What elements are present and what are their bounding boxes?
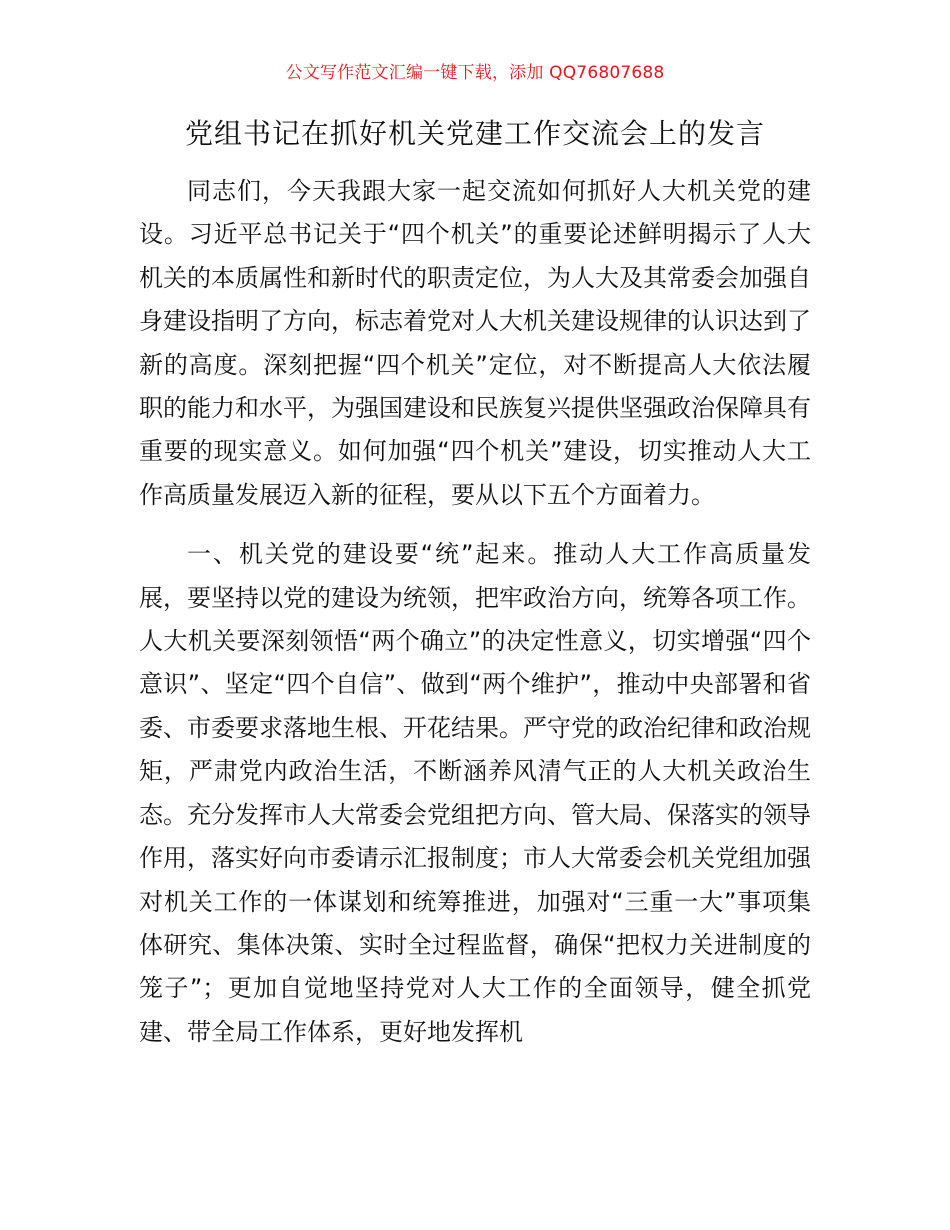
paragraph-intro: 同志们，今天我跟大家一起交流如何抓好人大机关党的建设。习近平总书记关于“四个机关”的重要论述鲜明揭示了人大机关的本质属性和新时代的职责定位，为人大及其常委会加强自身建设指明了方向，标志着党对人大机关建设规律的认识达到了新的高度。深刻把握“四个机关”定位，对不断提高人大依法履职的能力和水平，为强国建设和民族复兴提供坚强政治保障具有重要的现实意义。如何加强“四个机关”建设，切实推动人大工作高质量发展迈入新的征程，要从以下五个方面着力。 [139, 177, 811, 509]
document-title: 党组书记在抓好机关党建工作交流会上的发言 [184, 117, 765, 150]
paragraph-section-one: 一、机关党的建设要“统”起来。推动人大工作高质量发展，要坚持以党的建设为统领，把牢政治方向，统筹各项工作。人大机关要深刻领悟“两个确立”的决定性意义，切实增强“四个意识”、坚定“四个自信”、做到“两个维护”，推动中央部署和省委、市委要求落地生根、开花结果。严守党的政治纪律和政治规矩，严肃党内政治生活，不断涵养风清气正的人大机关政治生态。充分发挥市人大常委会党组把方向、管大局、保落实的领导作用，落实好向市委请示汇报制度；市人大常委会机关党组加强对机关工作的一体谋划和统筹推进，加强对“三重一大”事项集体研究、集体决策、实时全过程监督，确保“把权力关进制度的笼子”；更加自觉地坚持党对人大工作的全面领导，健全抓党建、带全局工作体系，更好地发挥机 [139, 540, 811, 1046]
download-notice: 公文写作范文汇编一键下载，添加 QQ76807688 [285, 63, 665, 83]
document-body [139, 170, 811, 1054]
